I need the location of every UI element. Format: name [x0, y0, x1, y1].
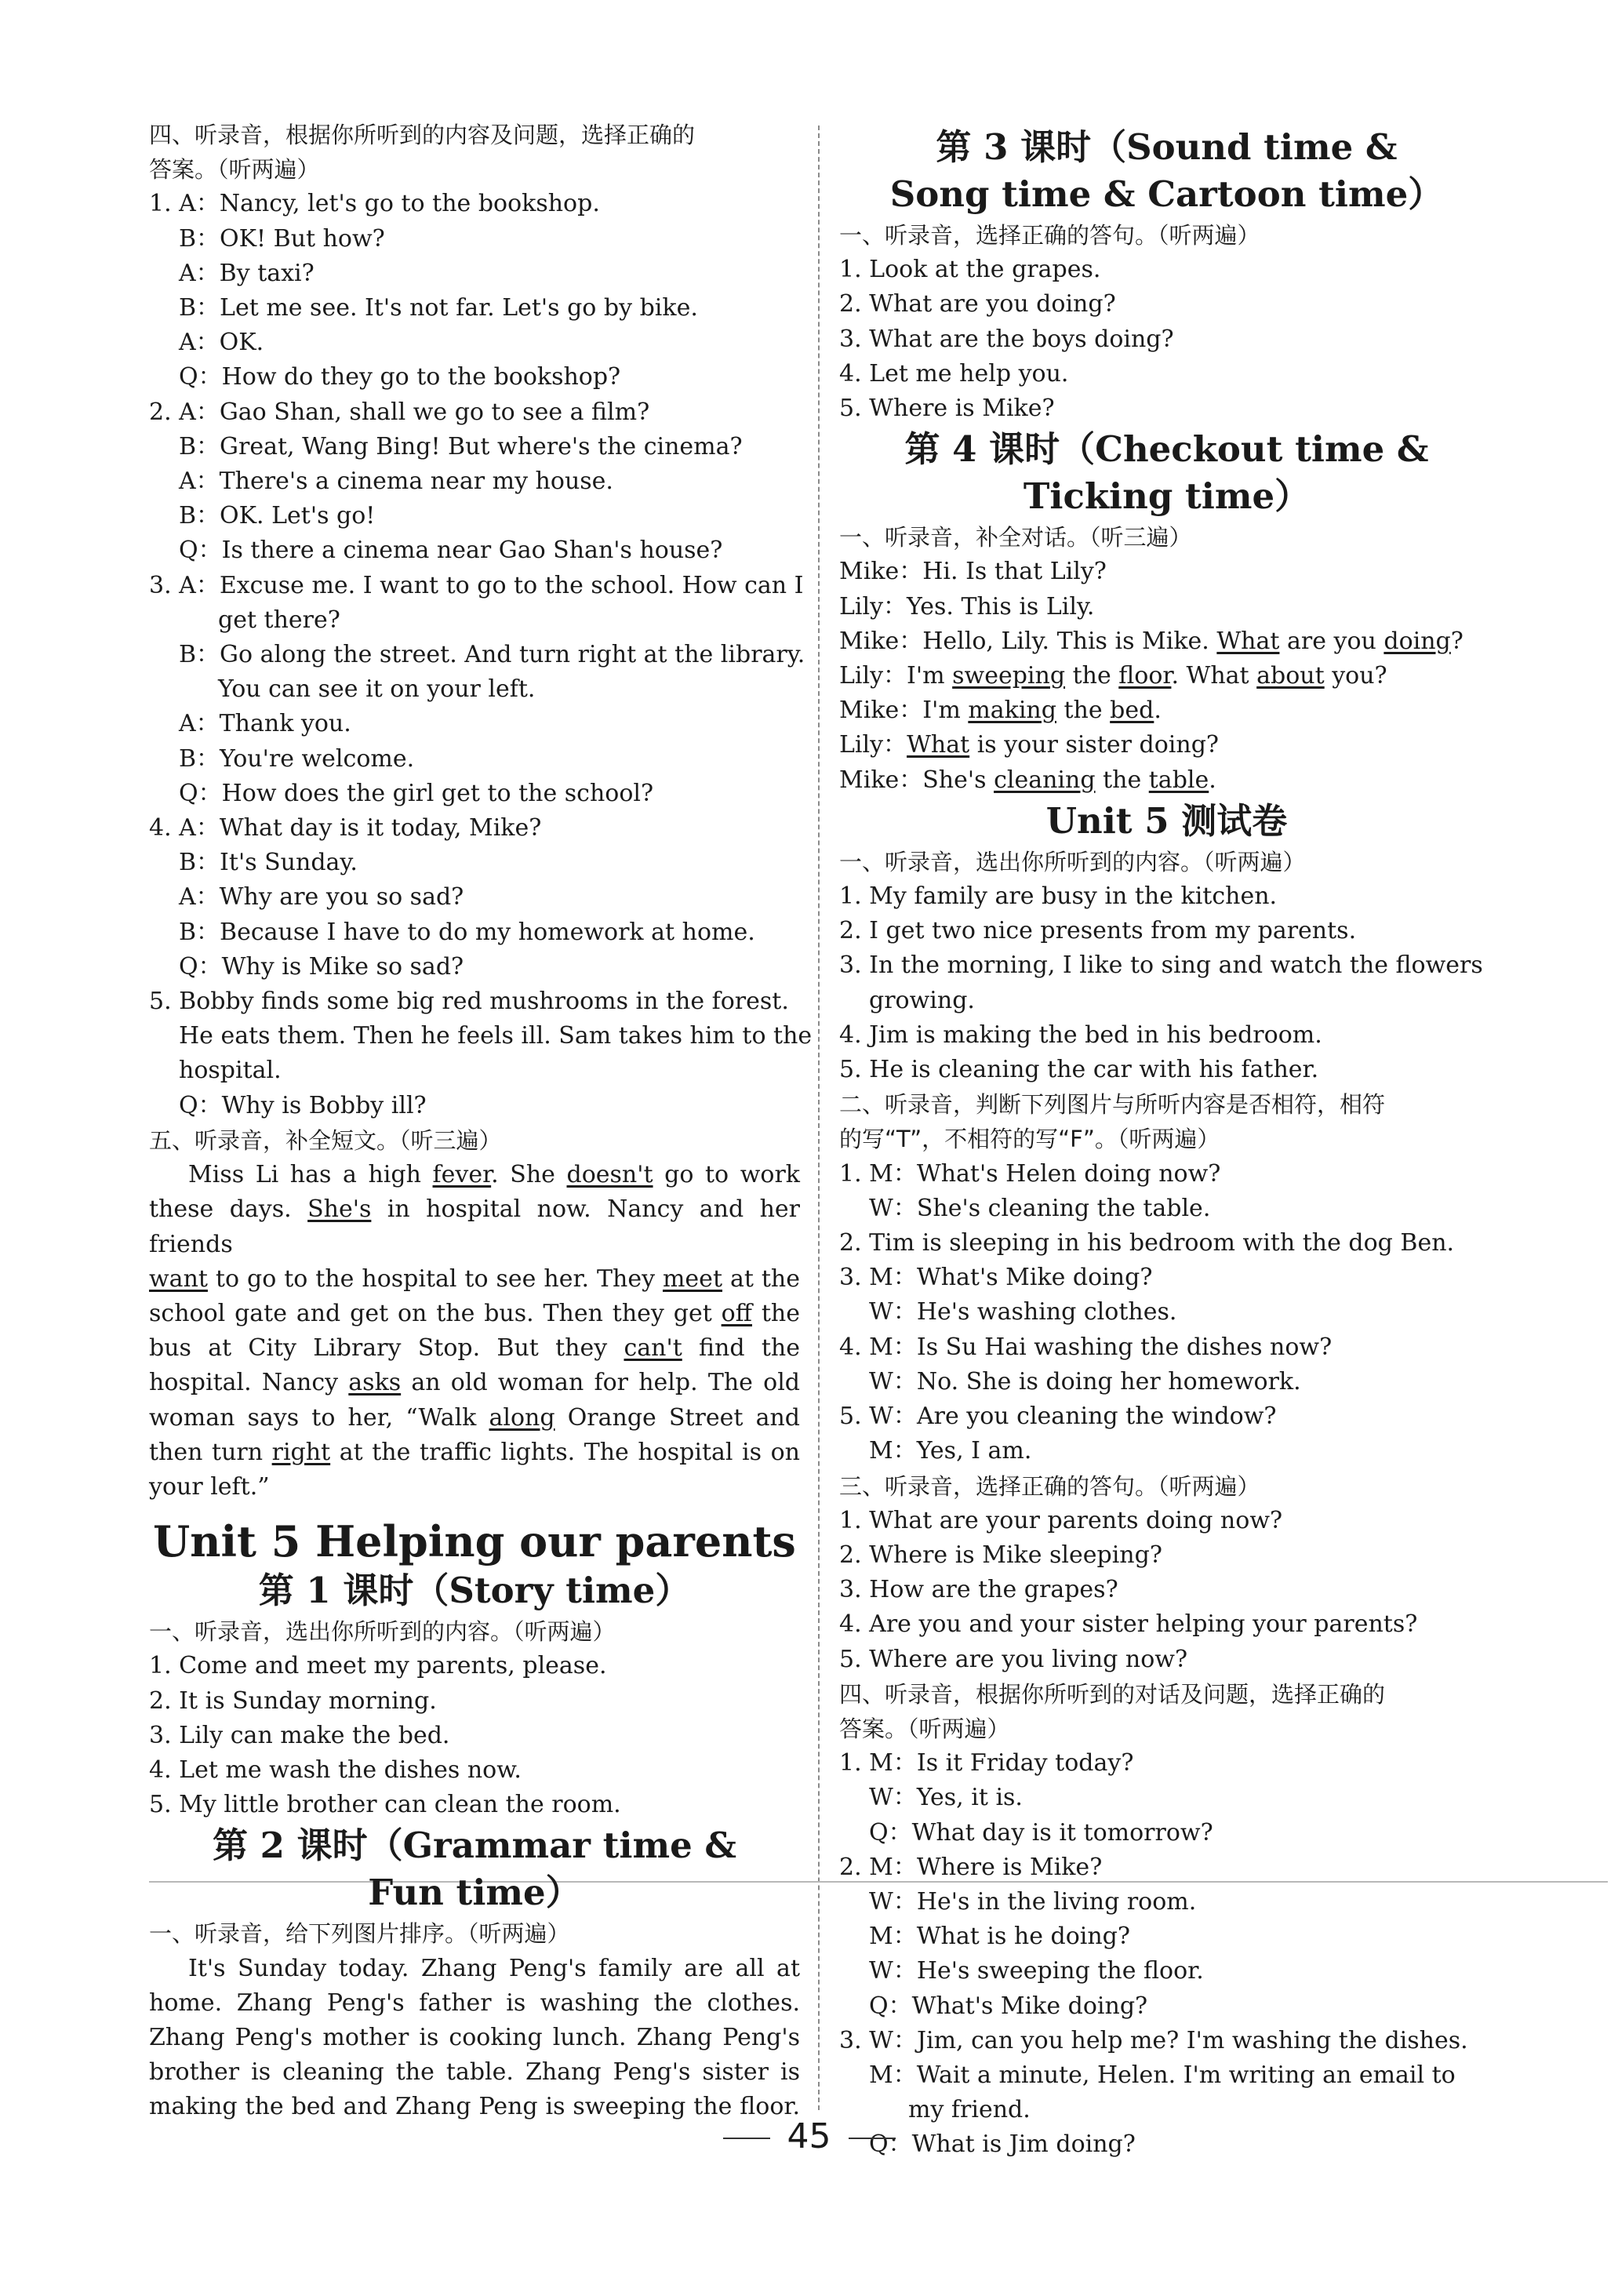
list-item: 1. What are your parents doing now?: [839, 1506, 1283, 1534]
question-q-line: Q：What's Mike doing?: [869, 1992, 1148, 2020]
test-title: Unit 5 测试卷: [1045, 799, 1288, 842]
question-q-line: Q：How does the girl get to the school?: [179, 779, 654, 807]
page-number-dash-left: [723, 2138, 770, 2139]
passage-line: then turn right at the traffic lights. The hospital is on: [149, 1438, 800, 1466]
answer-word: right: [271, 1438, 331, 1466]
dialog-line: B：Go along the street. And turn right at the library.: [179, 641, 805, 669]
dialog-line: Mike：Hi. Is that Lily?: [839, 558, 1107, 586]
answer-word: off: [721, 1299, 752, 1327]
list-item: 3. M：What's Mike doing?: [839, 1264, 1153, 1292]
dialog-line: A：Thank you.: [179, 710, 351, 738]
dialog-line: hospital.: [179, 1057, 282, 1085]
dialog-line: A：By taxi?: [179, 259, 315, 287]
list-item: 3. What are the boys doing?: [839, 325, 1174, 353]
list-item: 2. What are you doing?: [839, 290, 1116, 318]
dialog-line: W：No. She is doing her homework.: [869, 1367, 1301, 1395]
question-q-line: Q：Is there a cinema near Gao Shan's house?: [179, 537, 723, 565]
dialog-line: B：OK. Let's go!: [179, 502, 376, 530]
list-item: 3. W：Jim, can you help me? I'm washing the dishes.: [839, 2026, 1468, 2054]
section-heading: 答案。（听两遍）: [149, 156, 320, 184]
answer-word: table: [1148, 766, 1209, 794]
dialog-line: Mike：Hello, Lily. This is Mike. What are you doing?: [839, 627, 1463, 655]
reading-passage: [149, 1952, 800, 2125]
section-heading: 一、听录音，选出你所听到的内容。（听两遍）: [839, 848, 1306, 875]
section-heading: 一、听录音，选择正确的答句。（听两遍）: [839, 222, 1260, 249]
cloze-passage: [149, 1158, 800, 1505]
passage-line: making the bed and Zhang Peng is sweeping the floor.: [149, 2093, 800, 2121]
answer-word: want: [149, 1264, 208, 1293]
dialog-line: W：He's sweeping the floor.: [869, 1957, 1204, 1985]
lesson-title: Song time & Cartoon time）: [889, 173, 1444, 215]
passage-line: woman says to her, “Walk along Orange Street and: [149, 1403, 800, 1432]
list-item: 1. Come and meet my parents, please.: [149, 1652, 607, 1680]
dialog-line: Lily：Yes. This is Lily.: [839, 592, 1095, 620]
passage-line: Zhang Peng's mother is cooking lunch. Zhang Peng's: [149, 2023, 800, 2051]
answer-word: making: [968, 697, 1056, 725]
dialog-line: Mike：She's cleaning the table.: [839, 766, 1216, 794]
page-number-text: 45: [787, 2116, 831, 2156]
question-line: 4. A：What day is it today, Mike?: [149, 814, 542, 842]
answer-word: meet: [662, 1264, 722, 1293]
passage-line: It's Sunday today. Zhang Peng's family are all at: [188, 1954, 800, 1982]
answer-word: bed: [1110, 697, 1154, 725]
section-heading: 四、听录音，根据你所听到的内容及问题，选择正确的: [149, 122, 696, 148]
list-item: 5. W：Are you cleaning the window?: [839, 1403, 1277, 1431]
answer-word: about: [1256, 662, 1325, 690]
question-line: 5. Bobby finds some big red mushrooms in the forest.: [149, 988, 789, 1016]
column-divider: [818, 126, 820, 2110]
list-item: 4. Let me wash the dishes now.: [149, 1756, 522, 1784]
dialog-line: You can see it on your left.: [218, 675, 536, 704]
section-heading: 一、听录音，给下列图片排序。（听两遍）: [149, 1920, 570, 1948]
list-item: 4. Jim is making the bed in his bedroom.: [839, 1021, 1322, 1049]
dialog-line: Mike：I'm making the bed.: [839, 697, 1162, 725]
list-item: 5. My little brother can clean the room.: [149, 1791, 621, 1819]
list-item: 4. Are you and your sister helping your parents?: [839, 1610, 1418, 1639]
dialog-line: Lily：I'm sweeping the floor. What about you?: [839, 662, 1387, 690]
dialog-line: W：She's cleaning the table.: [869, 1194, 1211, 1222]
section-heading: 答案。（听两遍）: [839, 1715, 1010, 1742]
passage-line: Miss Li has a high fever. She doesn't go to work: [188, 1161, 800, 1189]
answer-word: cleaning: [994, 766, 1096, 794]
list-item: 1. Look at the grapes.: [839, 256, 1101, 284]
dialog-line: W：Yes, it is.: [869, 1784, 1023, 1812]
question-q-line: Q：What day is it tomorrow?: [869, 1818, 1213, 1847]
list-item: 3. Lily can make the bed.: [149, 1721, 450, 1749]
list-item: 5. He is cleaning the car with his father.: [839, 1056, 1319, 1084]
passage-line: school gate and get on the bus. Then they get off the: [149, 1299, 800, 1327]
answer-word: along: [489, 1403, 555, 1432]
question-q-line: Q：Why is Mike so sad?: [179, 952, 464, 981]
dialog-line: my friend.: [908, 2096, 1031, 2124]
dialog-line: A：Why are you so sad?: [179, 883, 464, 911]
page-number: [0, 2116, 1618, 2156]
passage-line: your left.”: [149, 1472, 270, 1501]
passage-line: hospital. Nancy asks an old woman for help. The old: [149, 1369, 800, 1397]
lesson-title: Fun time）: [368, 1872, 581, 1914]
list-item: 1. M：Is it Friday today?: [839, 1749, 1134, 1777]
section-heading: 一、听录音，补全对话。（听三遍）: [839, 524, 1192, 551]
dialog-line: Lily：What is your sister doing?: [839, 731, 1219, 759]
question-line: 1. A：Nancy, let's go to the bookshop.: [149, 190, 600, 218]
lesson-title: 第 2 课时（Grammar time &: [212, 1825, 737, 1867]
list-item: 2. I get two nice presents from my parents.: [839, 917, 1357, 945]
lesson-title: 第 1 课时（Story time）: [258, 1570, 691, 1612]
dialog-line: get there?: [218, 606, 340, 634]
lesson-title: Ticking time）: [1023, 475, 1311, 518]
dialog-line: He eats them. Then he feels ill. Sam takes him to the: [179, 1022, 813, 1050]
lesson-title: 第 3 课时（Sound time &: [936, 126, 1398, 168]
question-q-line: Q：How do they go to the bookshop?: [179, 363, 621, 391]
dialog-line: B：Because I have to do my homework at home.: [179, 918, 755, 946]
passage-line: these days. She's in hospital now. Nancy and her friends: [149, 1195, 800, 1258]
answer-word: doesn't: [566, 1161, 653, 1189]
list-item: 2. M：Where is Mike?: [839, 1853, 1103, 1881]
passage-line: want to go to the hospital to see her. They meet at the: [149, 1264, 800, 1293]
list-item: 3. In the morning, I like to sing and watch the flowers: [839, 952, 1483, 980]
dialog-line: A：There's a cinema near my house.: [179, 468, 613, 496]
answer-word: asks: [348, 1369, 402, 1397]
list-item: 4. M：Is Su Hai washing the dishes now?: [839, 1333, 1333, 1361]
list-item: 3. How are the grapes?: [839, 1576, 1118, 1604]
dialog-line: B：It's Sunday.: [179, 849, 358, 877]
dialog-line: A：OK.: [179, 329, 264, 357]
answer-word: She's: [307, 1195, 372, 1224]
list-item: 1. My family are busy in the kitchen.: [839, 882, 1278, 911]
left-column: [149, 118, 813, 2125]
dialog-line: W：He's washing clothes.: [869, 1298, 1177, 1326]
dialog-line: B：OK! But how?: [179, 224, 385, 253]
page-number-dash-right: [849, 2138, 896, 2139]
answer-word: can't: [624, 1334, 682, 1363]
unit-title: Unit 5 Helping our parents: [153, 1516, 796, 1567]
passage-line: home. Zhang Peng's father is washing the clothes.: [149, 1989, 800, 2017]
list-item: 1. M：What's Helen doing now?: [839, 1159, 1221, 1188]
answer-word: fever: [432, 1161, 492, 1189]
list-item: 2. Tim is sleeping in his bedroom with the dog Ben.: [839, 1229, 1455, 1257]
list-item: 2. It is Sunday morning.: [149, 1687, 437, 1715]
question-line: 3. A：Excuse me. I want to go to the school. How can I: [149, 571, 804, 599]
answer-word: sweeping: [952, 662, 1066, 690]
dialog-line: M：What is he doing?: [869, 1923, 1130, 1951]
lesson-title: 第 4 课时（Checkout time &: [904, 428, 1429, 471]
section-heading: 一、听录音，选出你所听到的内容。（听两遍）: [149, 1618, 616, 1646]
dialog-line: M：Wait a minute, Helen. I'm writing an email to: [869, 2061, 1456, 2089]
dialog-line: M：Yes, I am.: [869, 1437, 1032, 1465]
answer-word: What: [907, 731, 970, 759]
list-item: 4. Let me help you.: [839, 359, 1069, 388]
section-heading: 二、听录音，判断下列图片与所听内容是否相符，相符: [839, 1091, 1386, 1119]
section-heading: 四、听录音，根据你所听到的对话及问题，选择正确的: [839, 1680, 1386, 1708]
dialog-line: B：Let me see. It's not far. Let's go by bike.: [179, 294, 698, 322]
answer-word: doing: [1383, 627, 1451, 655]
list-item: 2. Where is Mike sleeping?: [839, 1541, 1162, 1569]
question-line: 2. A：Gao Shan, shall we go to see a film?: [149, 398, 650, 426]
dialog-line: B：You're welcome.: [179, 744, 415, 773]
section-heading: 五、听录音，补全短文。（听三遍）: [149, 1126, 502, 1154]
section-heading: 的写“T”，不相符的写“F”。（听两遍）: [839, 1126, 1220, 1153]
answer-word: floor: [1118, 662, 1172, 690]
list-item: growing.: [869, 986, 975, 1014]
question-q-line: Q：What is Jim doing?: [869, 2130, 1136, 2159]
question-q-line: Q：Why is Bobby ill?: [179, 1091, 427, 1119]
passage-line: bus at City Library Stop. But they can't find the: [149, 1334, 800, 1363]
passage-line: brother is cleaning the table. Zhang Peng's sister is: [149, 2058, 800, 2087]
list-item: 5. Where is Mike?: [839, 395, 1055, 423]
right-column: [839, 124, 1494, 2163]
answer-word: What: [1216, 627, 1280, 655]
dialog-line: W：He's in the living room.: [869, 1887, 1197, 1916]
dialog-line: B：Great, Wang Bing! But where's the cinema?: [179, 432, 743, 460]
section-heading: 三、听录音，选择正确的答句。（听两遍）: [839, 1472, 1260, 1500]
list-item: 5. Where are you living now?: [839, 1645, 1188, 1673]
